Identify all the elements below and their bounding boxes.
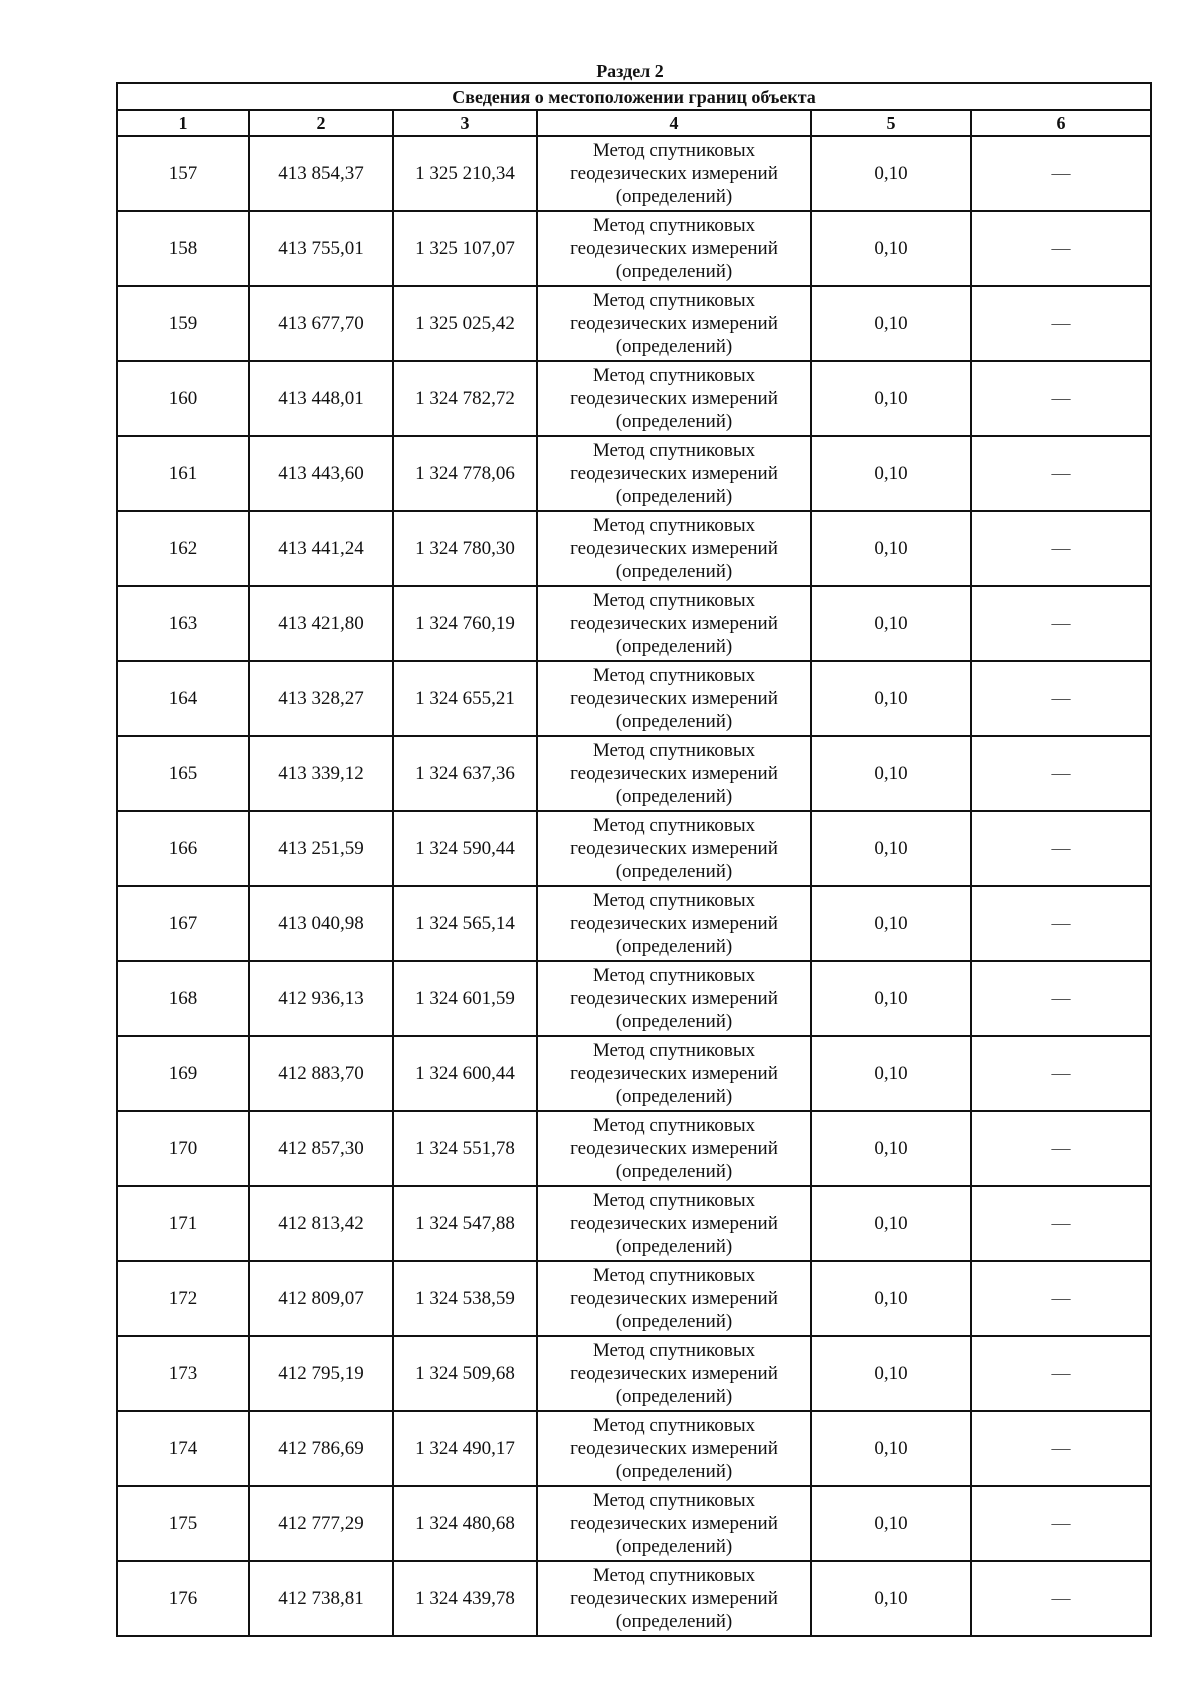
table-row bbox=[117, 1411, 1151, 1486]
accuracy-cell: 0,10 bbox=[811, 1261, 971, 1336]
point-number-cell: 176 bbox=[117, 1561, 249, 1636]
point-number-cell: 173 bbox=[117, 1336, 249, 1411]
accuracy-cell: 0,10 bbox=[811, 886, 971, 961]
point-number-cell: 174 bbox=[117, 1411, 249, 1486]
x-coordinate-cell: 412 809,07 bbox=[249, 1261, 393, 1336]
accuracy-cell: 0,10 bbox=[811, 586, 971, 661]
table-row bbox=[117, 1261, 1151, 1336]
table-row bbox=[117, 1336, 1151, 1411]
point-number-cell: 166 bbox=[117, 811, 249, 886]
x-coordinate-cell: 413 854,37 bbox=[249, 136, 393, 211]
note-cell: — bbox=[971, 811, 1151, 886]
point-number-cell: 170 bbox=[117, 1111, 249, 1186]
table-row bbox=[117, 286, 1151, 361]
section-title: Раздел 2 bbox=[596, 61, 664, 81]
note-cell: — bbox=[971, 1561, 1151, 1636]
x-coordinate-cell: 413 339,12 bbox=[249, 736, 393, 811]
table-row bbox=[117, 436, 1151, 511]
accuracy-cell: 0,10 bbox=[811, 211, 971, 286]
accuracy-cell: 0,10 bbox=[811, 436, 971, 511]
x-coordinate-cell: 412 777,29 bbox=[249, 1486, 393, 1561]
x-coordinate-cell: 412 813,42 bbox=[249, 1186, 393, 1261]
x-coordinate-cell: 413 251,59 bbox=[249, 811, 393, 886]
note-cell: — bbox=[971, 286, 1151, 361]
table-row bbox=[117, 961, 1151, 1036]
y-coordinate-cell: 1 324 780,30 bbox=[393, 511, 537, 586]
y-coordinate-cell: 1 324 760,19 bbox=[393, 586, 537, 661]
accuracy-cell: 0,10 bbox=[811, 1411, 971, 1486]
y-coordinate-cell: 1 325 210,34 bbox=[393, 136, 537, 211]
accuracy-cell: 0,10 bbox=[811, 811, 971, 886]
method-cell: Метод спутниковых геодезических измерений (определений) bbox=[537, 1486, 811, 1561]
method-cell: Метод спутниковых геодезических измерений (определений) bbox=[537, 1561, 811, 1636]
column-header-1: 1 bbox=[117, 110, 249, 136]
point-number-cell: 158 bbox=[117, 211, 249, 286]
y-coordinate-cell: 1 324 782,72 bbox=[393, 361, 537, 436]
method-cell: Метод спутниковых геодезических измерений (определений) bbox=[537, 211, 811, 286]
note-cell: — bbox=[971, 1186, 1151, 1261]
point-number-cell: 162 bbox=[117, 511, 249, 586]
method-cell: Метод спутниковых геодезических измерений (определений) bbox=[537, 436, 811, 511]
accuracy-cell: 0,10 bbox=[811, 511, 971, 586]
x-coordinate-cell: 413 328,27 bbox=[249, 661, 393, 736]
x-coordinate-cell: 412 936,13 bbox=[249, 961, 393, 1036]
x-coordinate-cell: 413 677,70 bbox=[249, 286, 393, 361]
x-coordinate-cell: 413 421,80 bbox=[249, 586, 393, 661]
y-coordinate-cell: 1 324 509,68 bbox=[393, 1336, 537, 1411]
x-coordinate-cell: 413 448,01 bbox=[249, 361, 393, 436]
method-cell: Метод спутниковых геодезических измерений (определений) bbox=[537, 1186, 811, 1261]
table-row bbox=[117, 136, 1151, 211]
note-cell: — bbox=[971, 1111, 1151, 1186]
table-row bbox=[117, 211, 1151, 286]
method-cell: Метод спутниковых геодезических измерений (определений) bbox=[537, 811, 811, 886]
accuracy-cell: 0,10 bbox=[811, 361, 971, 436]
note-cell: — bbox=[971, 1261, 1151, 1336]
y-coordinate-cell: 1 324 778,06 bbox=[393, 436, 537, 511]
y-coordinate-cell: 1 324 655,21 bbox=[393, 661, 537, 736]
table-row bbox=[117, 811, 1151, 886]
note-cell: — bbox=[971, 1036, 1151, 1111]
y-coordinate-cell: 1 324 439,78 bbox=[393, 1561, 537, 1636]
x-coordinate-cell: 412 795,19 bbox=[249, 1336, 393, 1411]
table-row bbox=[117, 1561, 1151, 1636]
y-coordinate-cell: 1 325 107,07 bbox=[393, 211, 537, 286]
note-cell: — bbox=[971, 1486, 1151, 1561]
point-number-cell: 165 bbox=[117, 736, 249, 811]
table-row bbox=[117, 1036, 1151, 1111]
method-cell: Метод спутниковых геодезических измерений (определений) bbox=[537, 1411, 811, 1486]
y-coordinate-cell: 1 324 637,36 bbox=[393, 736, 537, 811]
accuracy-cell: 0,10 bbox=[811, 1336, 971, 1411]
method-cell: Метод спутниковых геодезических измерений (определений) bbox=[537, 1036, 811, 1111]
accuracy-cell: 0,10 bbox=[811, 661, 971, 736]
x-coordinate-cell: 412 857,30 bbox=[249, 1111, 393, 1186]
accuracy-cell: 0,10 bbox=[811, 286, 971, 361]
point-number-cell: 171 bbox=[117, 1186, 249, 1261]
note-cell: — bbox=[971, 961, 1151, 1036]
method-cell: Метод спутниковых геодезических измерений (определений) bbox=[537, 661, 811, 736]
y-coordinate-cell: 1 324 538,59 bbox=[393, 1261, 537, 1336]
note-cell: — bbox=[971, 736, 1151, 811]
accuracy-cell: 0,10 bbox=[811, 736, 971, 811]
y-coordinate-cell: 1 324 590,44 bbox=[393, 811, 537, 886]
column-header-6: 6 bbox=[971, 110, 1151, 136]
accuracy-cell: 0,10 bbox=[811, 1486, 971, 1561]
method-cell: Метод спутниковых геодезических измерений (определений) bbox=[537, 1336, 811, 1411]
y-coordinate-cell: 1 324 565,14 bbox=[393, 886, 537, 961]
note-cell: — bbox=[971, 436, 1151, 511]
method-cell: Метод спутниковых геодезических измерений (определений) bbox=[537, 886, 811, 961]
x-coordinate-cell: 412 883,70 bbox=[249, 1036, 393, 1111]
point-number-cell: 160 bbox=[117, 361, 249, 436]
accuracy-cell: 0,10 bbox=[811, 1111, 971, 1186]
note-cell: — bbox=[971, 586, 1151, 661]
point-number-cell: 157 bbox=[117, 136, 249, 211]
point-number-cell: 161 bbox=[117, 436, 249, 511]
method-cell: Метод спутниковых геодезических измерений (определений) bbox=[537, 961, 811, 1036]
method-cell: Метод спутниковых геодезических измерений (определений) bbox=[537, 586, 811, 661]
accuracy-cell: 0,10 bbox=[811, 1036, 971, 1111]
method-cell: Метод спутниковых геодезических измерений (определений) bbox=[537, 736, 811, 811]
table-caption: Сведения о местоположении границ объекта bbox=[117, 83, 1151, 110]
point-number-cell: 169 bbox=[117, 1036, 249, 1111]
method-cell: Метод спутниковых геодезических измерений (определений) bbox=[537, 1111, 811, 1186]
note-cell: — bbox=[971, 361, 1151, 436]
table-caption-row bbox=[117, 83, 1151, 110]
note-cell: — bbox=[971, 661, 1151, 736]
method-cell: Метод спутниковых геодезических измерений (определений) bbox=[537, 511, 811, 586]
column-header-row bbox=[117, 110, 1151, 136]
point-number-cell: 159 bbox=[117, 286, 249, 361]
column-header-3: 3 bbox=[393, 110, 537, 136]
method-cell: Метод спутниковых геодезических измерений (определений) bbox=[537, 361, 811, 436]
accuracy-cell: 0,10 bbox=[811, 1561, 971, 1636]
note-cell: — bbox=[971, 1336, 1151, 1411]
accuracy-cell: 0,10 bbox=[811, 136, 971, 211]
point-number-cell: 172 bbox=[117, 1261, 249, 1336]
table-row bbox=[117, 736, 1151, 811]
method-cell: Метод спутниковых геодезических измерений (определений) bbox=[537, 286, 811, 361]
y-coordinate-cell: 1 324 551,78 bbox=[393, 1111, 537, 1186]
x-coordinate-cell: 413 040,98 bbox=[249, 886, 393, 961]
note-cell: — bbox=[971, 211, 1151, 286]
point-number-cell: 167 bbox=[117, 886, 249, 961]
x-coordinate-cell: 413 441,24 bbox=[249, 511, 393, 586]
x-coordinate-cell: 413 755,01 bbox=[249, 211, 393, 286]
x-coordinate-cell: 413 443,60 bbox=[249, 436, 393, 511]
table-row bbox=[117, 1186, 1151, 1261]
method-cell: Метод спутниковых геодезических измерений (определений) bbox=[537, 1261, 811, 1336]
y-coordinate-cell: 1 324 601,59 bbox=[393, 961, 537, 1036]
table-row bbox=[117, 886, 1151, 961]
y-coordinate-cell: 1 324 547,88 bbox=[393, 1186, 537, 1261]
table-row bbox=[117, 361, 1151, 436]
coordinates-table bbox=[116, 82, 1152, 1637]
method-cell: Метод спутниковых геодезических измерений (определений) bbox=[537, 136, 811, 211]
table-row bbox=[117, 511, 1151, 586]
point-number-cell: 175 bbox=[117, 1486, 249, 1561]
y-coordinate-cell: 1 324 490,17 bbox=[393, 1411, 537, 1486]
column-header-2: 2 bbox=[249, 110, 393, 136]
y-coordinate-cell: 1 324 600,44 bbox=[393, 1036, 537, 1111]
note-cell: — bbox=[971, 511, 1151, 586]
table-row bbox=[117, 586, 1151, 661]
x-coordinate-cell: 412 786,69 bbox=[249, 1411, 393, 1486]
accuracy-cell: 0,10 bbox=[811, 1186, 971, 1261]
y-coordinate-cell: 1 325 025,42 bbox=[393, 286, 537, 361]
point-number-cell: 164 bbox=[117, 661, 249, 736]
column-header-5: 5 bbox=[811, 110, 971, 136]
x-coordinate-cell: 412 738,81 bbox=[249, 1561, 393, 1636]
point-number-cell: 163 bbox=[117, 586, 249, 661]
note-cell: — bbox=[971, 136, 1151, 211]
note-cell: — bbox=[971, 1411, 1151, 1486]
note-cell: — bbox=[971, 886, 1151, 961]
accuracy-cell: 0,10 bbox=[811, 961, 971, 1036]
table-row bbox=[117, 1486, 1151, 1561]
table-row bbox=[117, 1111, 1151, 1186]
table-row bbox=[117, 661, 1151, 736]
column-header-4: 4 bbox=[537, 110, 811, 136]
point-number-cell: 168 bbox=[117, 961, 249, 1036]
y-coordinate-cell: 1 324 480,68 bbox=[393, 1486, 537, 1561]
